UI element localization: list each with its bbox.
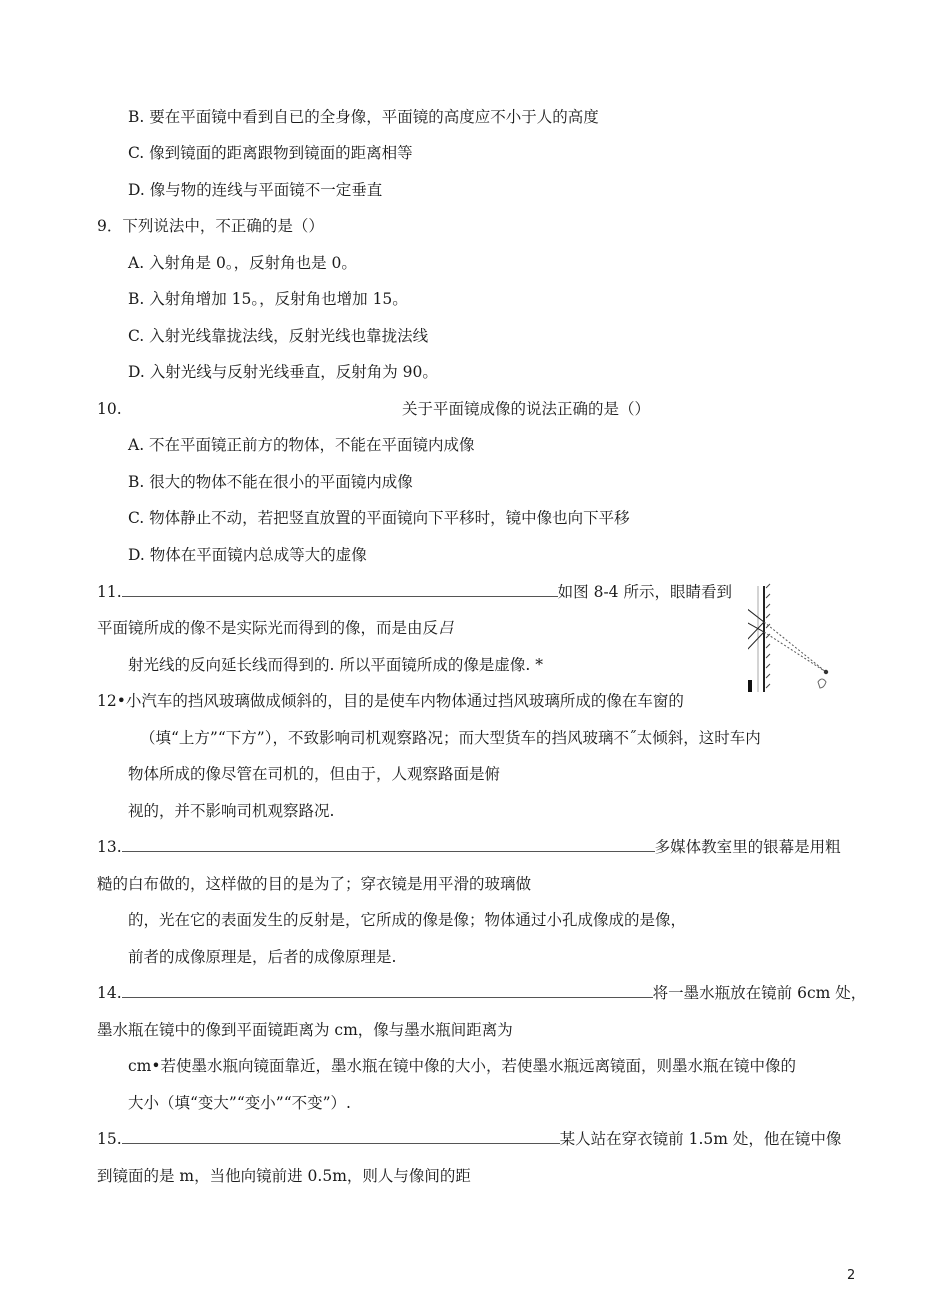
q13-text: 多媒体教室里的银幕是用粗 — [654, 838, 841, 856]
q8-option-c: C. 像到镜面的距离跟物到镜面的距离相等 — [128, 144, 413, 162]
q13-line-3: 的，光在它的表面发生的反射是，它所成的像是像；物体通过小孔成像成的是像， — [128, 911, 687, 929]
q9-option-a: A. 入射角是 0。，反射角也是 0。 — [128, 254, 357, 272]
q11-text: 如图 8-4 所示，眼睛看到 — [557, 583, 732, 601]
q15-number: 15. — [97, 1130, 122, 1148]
q8-option-d: D. 像与物的连线与平面镜不一定垂直 — [128, 181, 383, 199]
q12-line-2: （填“上方”“下方”），不致影响司机观察路况；而大型货车的挡风玻璃不˝太倾斜，这时车内 — [140, 729, 761, 747]
q11-stray-glyph: 吕 — [438, 619, 454, 637]
q11-line-1 — [97, 582, 732, 602]
q13-line-4: 前者的成像原理是，后者的成像原理是. — [128, 948, 397, 966]
q14-text: 将一墨水瓶放在镜前 6cm 处， — [652, 984, 867, 1002]
q11-line-2 — [97, 618, 454, 638]
q14-line-4: 大小（填“变大”“变小”“不变”）. — [128, 1094, 351, 1112]
q13-line-1 — [97, 837, 841, 857]
q15-text: 某人站在穿衣镜前 1.5m 处，他在镜中像 — [559, 1130, 842, 1148]
q14-line-1 — [97, 983, 866, 1003]
q10-option-c: C. 物体静止不动，若把竖直放置的平面镜向下平移时，镜中像也向下平移 — [128, 509, 630, 527]
q11-number: 11. — [97, 583, 122, 601]
q10-option-b: B. 很大的物体不能在很小的平面镜内成像 — [128, 473, 413, 491]
q12-line-4: 视的，并不影响司机观察路况. — [128, 802, 335, 820]
q9-option-d: D. 入射光线与反射光线垂直，反射角为 90。 — [128, 363, 438, 381]
q13-line-2: 糙的白布做的，这样做的目的是为了；穿衣镜是用平滑的玻璃做 — [97, 875, 532, 893]
q9-option-c: C. 入射光线靠拢法线，反射光线也靠拢法线 — [128, 327, 429, 345]
q13-number: 13. — [97, 838, 122, 856]
answer-blank — [122, 983, 653, 998]
virtual-image-point — [824, 670, 828, 674]
q12-line-1: 12•小汽车的挡风玻璃做成倾斜的，目的是使车内物体通过挡风玻璃所成的像在车窗的 — [97, 692, 684, 710]
q9-stem: 9．下列说法中，不正确的是（） — [97, 217, 324, 235]
q10-stem: 关于平面镜成像的说法正确的是（） — [402, 400, 651, 418]
q9-option-b: B. 入射角增加 15。，反射角也增加 15。 — [128, 290, 408, 308]
q14-line-2: 墨水瓶在镜中的像到平面镜距离为 cm，像与墨水瓶间距离为 — [97, 1021, 513, 1039]
q10-option-a: A. 不在平面镜正前方的物体，不能在平面镜内成像 — [128, 436, 475, 454]
q11-line-3: 射光线的反向延长线而得到的. 所以平面镜所成的像是虚像. * — [128, 656, 543, 674]
answer-blank — [122, 582, 558, 597]
q12-line-3: 物体所成的像尽管在司机的，但由于，人观察路面是俯 — [128, 765, 501, 783]
q10-number: 10. — [97, 400, 122, 418]
eye-icon — [818, 679, 826, 688]
mirror-reflection-figure — [748, 582, 840, 694]
page-number: 2 — [847, 1268, 856, 1283]
answer-blank — [122, 1129, 560, 1144]
q14-number: 14. — [97, 984, 122, 1002]
q14-line-3: cm•若使墨水瓶向镜面靠近，墨水瓶在镜中像的大小，若使墨水瓶远离镜面，则墨水瓶在镜中像的 — [128, 1057, 797, 1075]
q15-line-2: 到镜面的是 m，当他向镜前进 0.5m，则人与像间的距 — [97, 1167, 471, 1185]
q15-line-1 — [97, 1129, 841, 1149]
q10-option-d: D. 物体在平面镜内总成等大的虚像 — [128, 546, 367, 564]
answer-blank — [122, 837, 655, 852]
q11-text-2: 平面镜所成的像不是实际光而得到的像，而是由反 — [97, 619, 439, 637]
q8-option-b: B. 要在平面镜中看到自已的全身像，平面镜的高度应不小于人的高度 — [128, 108, 599, 126]
